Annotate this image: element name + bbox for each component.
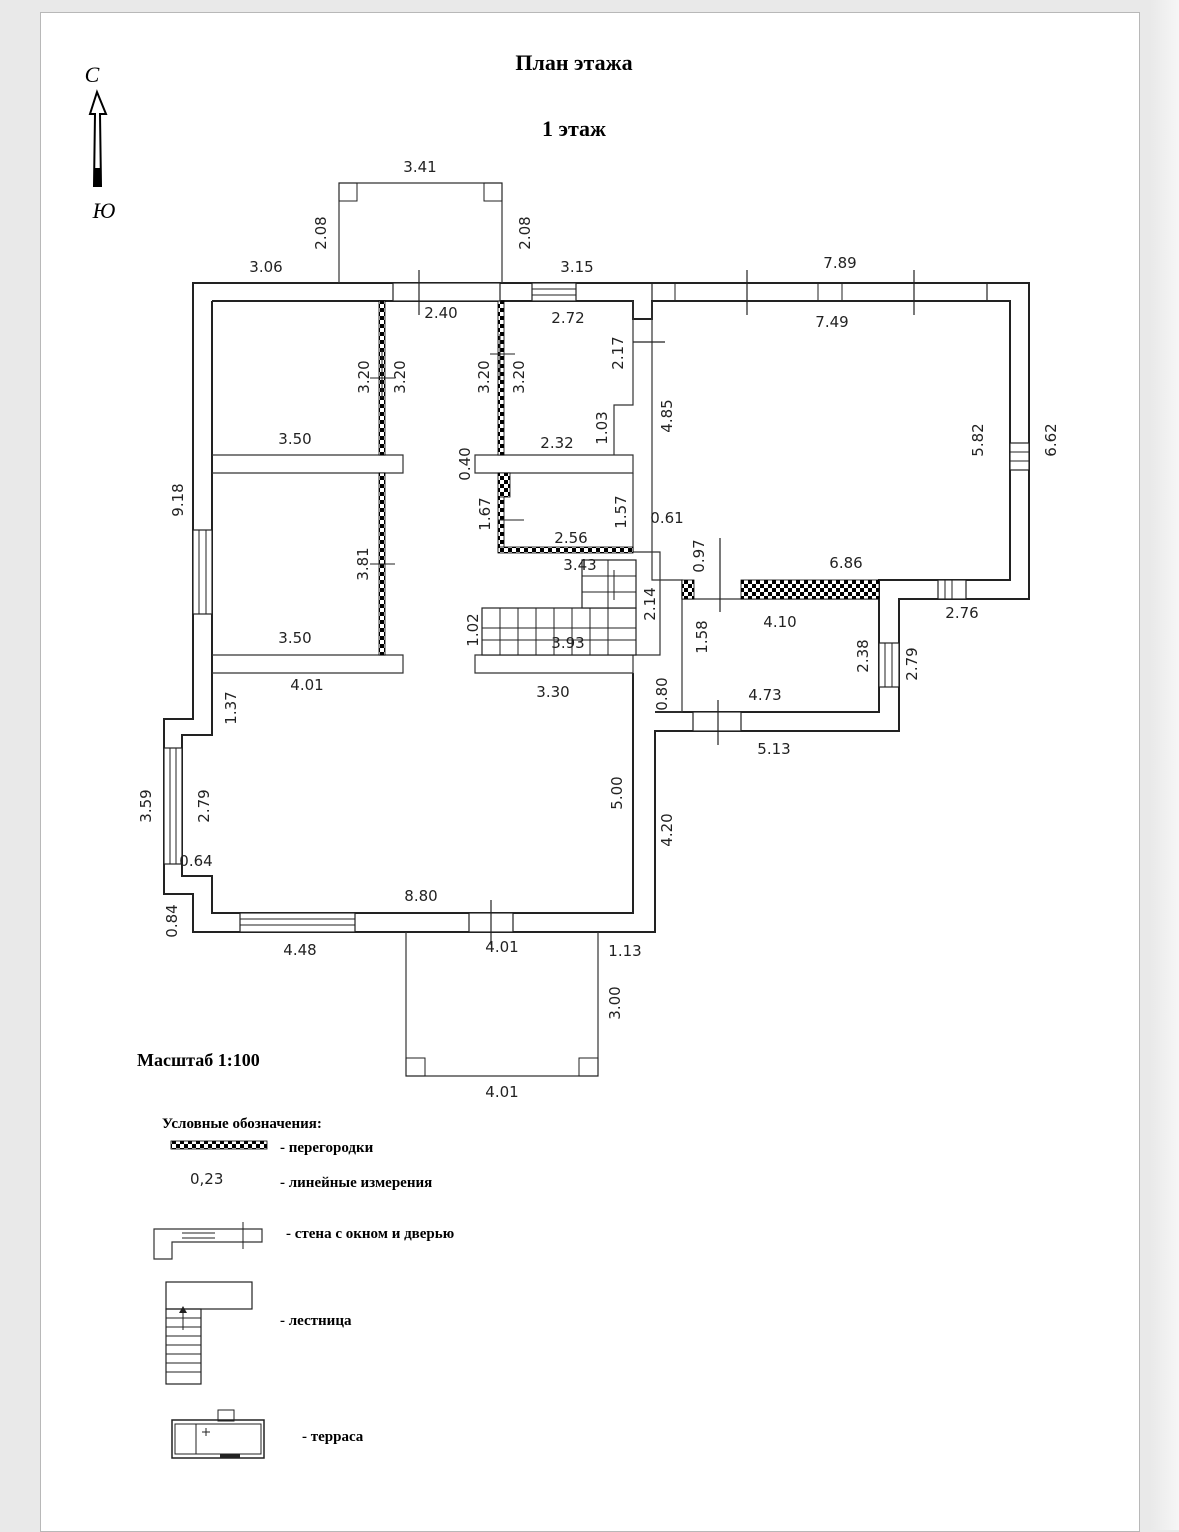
- terrace-icon: [172, 1410, 264, 1458]
- dim-label: 2.56: [554, 529, 588, 547]
- terrace-north: [339, 183, 502, 283]
- dim-label: 3.93: [551, 634, 585, 652]
- dim-label: 1.03: [593, 411, 611, 445]
- north-label: С: [84, 62, 100, 87]
- dim-label: 0.97: [690, 539, 708, 573]
- legend: [154, 1116, 454, 1458]
- dim-label: 5.13: [757, 740, 791, 758]
- dim-label: 3.20: [391, 360, 409, 394]
- dim-label: 1.58: [693, 620, 711, 654]
- dim-label: 2.40: [424, 304, 458, 322]
- dim-label: 6.62: [1042, 423, 1060, 457]
- dim-label: 2.79: [195, 789, 213, 823]
- dim-label: 2.14: [641, 587, 659, 621]
- dim-label: 4.10: [763, 613, 797, 631]
- dim-label: 2.72: [551, 309, 585, 327]
- dim-label: 3.20: [475, 360, 493, 394]
- legend-header: Условные обозначения:: [162, 1116, 322, 1132]
- dim-label: 4.01: [485, 938, 519, 956]
- dim-label: 3.41: [403, 158, 437, 176]
- dim-label: 3.06: [249, 258, 283, 276]
- dim-label: 2.08: [516, 216, 534, 250]
- dim-label: 0.64: [179, 852, 213, 870]
- stairs-icon: [166, 1282, 252, 1384]
- dim-label: 0.84: [163, 904, 181, 938]
- scale-label: Масштаб 1:100: [137, 1050, 260, 1070]
- legend-stairs: - лестница: [280, 1313, 352, 1329]
- dim-label: 4.01: [485, 1083, 519, 1101]
- floor-title: 1 этаж: [541, 116, 607, 141]
- dim-label: 5.82: [969, 423, 987, 457]
- dim-label: 4.01: [290, 676, 324, 694]
- south-label: Ю: [92, 198, 116, 223]
- dim-label: 3.20: [355, 360, 373, 394]
- dim-label: 3.43: [563, 556, 597, 574]
- dim-label: 4.48: [283, 941, 317, 959]
- compass-arrow-icon: [85, 62, 116, 223]
- dim-label: 5.00: [608, 776, 626, 810]
- plan-title: План этажа: [515, 50, 633, 75]
- dim-label: 1.13: [608, 942, 642, 960]
- dim-label: 3.30: [536, 683, 570, 701]
- dim-label: 4.20: [658, 813, 676, 847]
- dim-label: 3.15: [560, 258, 594, 276]
- dim-label: 3.59: [137, 789, 155, 823]
- dim-label: 2.17: [609, 336, 627, 370]
- dim-label: 0.80: [653, 677, 671, 711]
- dim-label: 2.79: [903, 647, 921, 681]
- legend-sample-value: 0,23: [190, 1170, 224, 1188]
- dim-label: 4.73: [748, 686, 782, 704]
- dim-label: 7.49: [815, 313, 849, 331]
- dim-label: 4.85: [658, 399, 676, 433]
- dim-label: 9.18: [169, 483, 187, 517]
- dim-label: 1.37: [222, 691, 240, 725]
- dim-label: 2.08: [312, 216, 330, 250]
- legend-wall-window-door: - стена с окном и дверью: [286, 1226, 455, 1242]
- dim-label: 2.32: [540, 434, 574, 452]
- dim-label: 3.20: [510, 360, 528, 394]
- dim-label: 6.86: [829, 554, 863, 572]
- wall-window-door-icon: [154, 1222, 262, 1259]
- dim-label: 1.02: [464, 613, 482, 647]
- legend-linear: - линейные измерения: [280, 1175, 433, 1191]
- dim-label: 2.76: [945, 604, 979, 622]
- legend-partitions: - перегородки: [280, 1140, 374, 1156]
- dim-label: 0.61: [650, 509, 684, 527]
- dim-label: 0.40: [456, 447, 474, 481]
- dim-label: 7.89: [823, 254, 857, 272]
- dim-label: 3.00: [606, 986, 624, 1020]
- dim-label: 2.38: [854, 639, 872, 673]
- dim-label: 8.80: [404, 887, 438, 905]
- dim-label: 3.81: [354, 547, 372, 581]
- dim-label: 3.50: [278, 629, 312, 647]
- legend-terrace: - терраса: [302, 1429, 364, 1445]
- dim-label: 3.50: [278, 430, 312, 448]
- dim-label: 1.67: [476, 497, 494, 531]
- partition-swatch-icon: [171, 1141, 267, 1149]
- dim-label: 1.57: [612, 495, 630, 529]
